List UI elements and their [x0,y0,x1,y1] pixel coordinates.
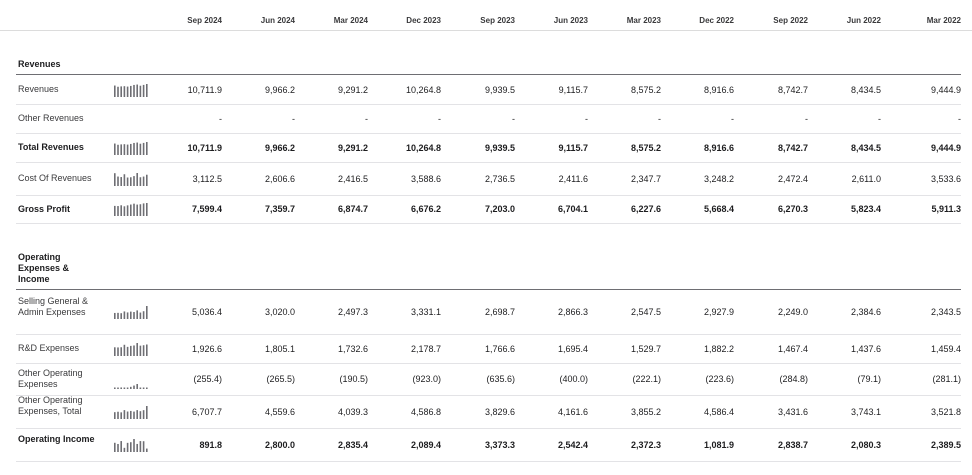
sparkline-bar [146,84,148,97]
sparkline-chart [114,83,150,97]
sparkline-bar [136,205,138,216]
value-cell: 5,036.4 [191,307,222,317]
column-header[interactable]: Sep 2024 [187,16,222,25]
value-cell: 2,089.4 [410,440,441,450]
value-cell: 3,020.0 [264,307,295,317]
value-cell: 9,966.2 [264,85,295,95]
sparkline-bar [127,388,129,390]
sparkline-chart [114,438,150,452]
value-cell: 8,916.6 [703,143,734,153]
row-label: Cost Of Revenues [18,173,92,183]
column-header[interactable]: Dec 2022 [699,16,734,25]
sparkline-bar [130,387,132,389]
value-cell: 3,855.2 [630,407,661,417]
sparkline-bar [120,313,122,319]
value-cell: 9,966.2 [264,143,295,153]
value-cell: 10,711.9 [187,85,222,95]
value-cell: 1,882.2 [703,344,734,354]
sparkline-bar [136,384,138,389]
sparkline-bar [124,174,126,186]
sparkline-bar [127,145,129,155]
value-cell: 3,521.8 [930,407,961,417]
sparkline-bar [146,175,148,186]
value-cell: 10,264.8 [405,143,441,153]
row-label: Other Operating Expenses, Total [18,395,83,416]
value-cell: 3,533.6 [930,174,961,184]
value-cell: 6,874.7 [337,204,368,214]
sparkline-bar [124,86,126,97]
row-label: Gross Profit [18,204,71,214]
value-cell: 8,742.7 [777,85,808,95]
value-cell: 5,668.4 [703,204,734,214]
sparkline-bar [143,203,145,216]
value-cell: 9,444.9 [930,85,961,95]
value-cell: 7,599.4 [191,204,222,214]
value-cell: 2,384.6 [850,307,881,317]
row-sparkline [114,376,150,382]
sparkline-bar [133,412,135,419]
value-cell: 1,805.1 [264,344,295,354]
sparkline-bar [117,177,119,186]
value-cell: 1,459.4 [930,344,961,354]
value-cell: 9,291.2 [337,85,368,95]
row-sparkline [114,172,150,186]
table-row [16,290,961,335]
sparkline-bar [130,312,132,319]
sparkline-bar [127,412,129,419]
value-cell: 6,707.7 [191,407,222,417]
value-cell: 1,695.4 [557,344,588,354]
sparkline-chart [114,172,150,186]
value-cell: (281.1) [932,374,961,384]
table-row [16,334,961,364]
value-cell: 4,161.6 [557,407,588,417]
sparkline-bar [136,343,138,356]
row-label: Revenues [18,84,59,94]
value-cell: - [512,114,515,124]
column-header[interactable]: Jun 2024 [260,16,295,25]
sparkline-bar [127,205,129,216]
sparkline-bar [120,412,122,419]
sparkline-bar [117,206,119,216]
sparkline-bar [143,388,145,390]
value-cell: 4,559.6 [264,407,295,417]
sparkline-bar [120,86,122,97]
sparkline-bar [117,313,119,319]
value-cell: 3,331.1 [410,307,441,317]
sparkline-bar [140,388,142,390]
sparkline-bar [124,144,126,155]
sparkline-bar [127,312,129,319]
value-cell: - [658,114,661,124]
value-cell: 8,434.5 [850,85,881,95]
sparkline-bar [130,346,132,356]
sparkline-bar [114,347,116,356]
column-header[interactable]: Mar 2024 [333,16,368,25]
value-cell: 1,926.6 [191,344,222,354]
sparkline-bar [140,86,142,97]
value-cell: 9,291.2 [337,143,368,153]
value-cell: 4,586.8 [410,407,441,417]
sparkline-bar [120,144,122,155]
sparkline-bar [114,412,116,419]
sparkline-bar [143,143,145,155]
sparkline-bar [143,441,145,452]
value-cell: 2,389.5 [930,440,961,450]
sparkline-bar [114,443,116,452]
value-cell: 5,823.4 [850,204,881,214]
row-sparkline [114,83,150,97]
sparkline-bar [130,144,132,155]
sparkline-bar [140,204,142,216]
table-row [16,195,961,224]
row-label: Other Revenues [18,113,84,123]
value-cell: 8,916.6 [703,85,734,95]
sparkline-bar [146,306,148,319]
value-cell: 2,606.6 [264,174,295,184]
sparkline-bar [130,205,132,216]
row-sparkline [114,141,150,155]
sparkline-bar [140,313,142,319]
value-cell: 8,434.5 [850,143,881,153]
value-cell: 4,586.4 [703,407,734,417]
value-cell: 1,467.4 [777,344,808,354]
column-header[interactable]: Mar 2023 [626,16,661,25]
sparkline-bar [127,347,129,356]
sparkline-bar [133,204,135,216]
value-cell: 2,866.3 [557,307,588,317]
sparkline-bar [146,142,148,155]
value-cell: (79.1) [857,374,881,384]
sparkline-bar [140,177,142,186]
sparkline-chart [114,383,150,389]
sparkline-bar [146,449,148,452]
value-cell: 2,800.0 [264,440,295,450]
value-cell: 1,081.9 [703,440,734,450]
sparkline-bar [143,345,145,356]
sparkline-bar [133,439,135,452]
value-cell: 8,742.7 [777,143,808,153]
table-row [16,75,961,105]
value-cell: 8,575.2 [630,85,661,95]
value-cell: (190.5) [339,374,368,384]
row-sparkline [114,202,150,216]
sparkline-bar [143,85,145,97]
sparkline-bar [136,173,138,186]
table-row [16,395,961,429]
value-cell: 2,736.5 [484,174,515,184]
sparkline-bar [124,311,126,319]
value-cell: 8,575.2 [630,143,661,153]
value-cell: 6,704.1 [557,204,588,214]
value-cell: 2,416.5 [337,174,368,184]
value-cell: 3,829.6 [484,407,515,417]
sparkline-bar [124,448,126,452]
value-cell: 6,676.2 [410,204,441,214]
sparkline-bar [124,345,126,356]
row-label: Total Revenues [18,142,84,152]
sparkline-bar [120,387,122,389]
sparkline-bar [146,406,148,419]
row-sparkline [114,305,150,319]
sparkline-bar [130,86,132,97]
value-cell: 2,472.4 [777,174,808,184]
value-cell: 1,732.6 [337,344,368,354]
value-cell: 2,838.7 [777,440,808,450]
table-row [16,133,961,163]
value-cell: 2,080.3 [850,440,881,450]
sparkline-bar [133,85,135,97]
value-cell: 9,939.5 [484,85,515,95]
value-cell: 5,911.3 [931,204,961,214]
sparkline-chart [114,305,150,319]
sparkline-bar [143,311,145,319]
sparkline-bar [120,441,122,452]
column-header[interactable]: Sep 2023 [480,16,515,25]
table-row [16,363,961,396]
sparkline-bar [117,388,119,390]
value-cell: 2,547.5 [630,307,661,317]
value-cell: - [878,114,881,124]
sparkline-bar [117,87,119,97]
value-cell: 2,178.7 [410,344,441,354]
sparkline-bar [133,143,135,155]
value-cell: (635.6) [486,374,515,384]
sparkline-chart [114,141,150,155]
row-label: Selling General & Admin Expenses [18,296,89,317]
value-cell: 10,711.9 [187,143,222,153]
sparkline-bar [133,312,135,319]
value-cell: - [438,114,441,124]
column-header[interactable]: Jun 2022 [846,16,881,25]
value-cell: 2,542.4 [557,440,588,450]
sparkline-bar [117,444,119,452]
value-cell: 7,359.7 [264,204,295,214]
value-cell: - [585,114,588,124]
sparkline-bar [140,411,142,419]
sparkline-bar [140,346,142,356]
sparkline-bar [124,206,126,216]
value-cell: - [365,114,368,124]
sparkline-bar [136,444,138,452]
value-cell: (222.1) [632,374,661,384]
value-cell: 1,529.7 [630,344,661,354]
sparkline-bar [117,412,119,419]
sparkline-bar [114,313,116,319]
sparkline-bar [114,144,116,155]
sparkline-bar [143,177,145,186]
sparkline-bar [117,145,119,155]
table-row [16,428,961,462]
sparkline-bar [136,143,138,155]
sparkline-bar [146,203,148,216]
section-title: Revenues [18,59,61,69]
value-cell: - [292,114,295,124]
value-cell: - [731,114,734,124]
value-cell: 891.8 [199,440,222,450]
sparkline-chart [114,405,150,419]
sparkline-bar [114,387,116,389]
row-label: R&D Expenses [18,343,80,353]
value-cell: 2,343.5 [930,307,961,317]
value-cell: (923.0) [412,374,441,384]
sparkline-bar [127,443,129,452]
sparkline-bar [114,86,116,97]
table-row [16,104,961,134]
sparkline-bar [140,441,142,452]
column-header[interactable]: Jun 2023 [553,16,588,25]
sparkline-bar [124,388,126,390]
value-cell: (400.0) [559,374,588,384]
value-cell: 1,437.6 [850,344,881,354]
value-cell: 3,112.5 [192,174,222,184]
sparkline-bar [136,310,138,319]
value-cell: 2,698.7 [484,307,515,317]
value-cell: 2,372.3 [630,440,661,450]
value-cell: - [958,114,961,124]
value-cell: 1,766.6 [484,344,515,354]
value-cell: - [219,114,222,124]
sparkline-bar [130,442,132,452]
sparkline-bar [130,411,132,419]
sparkline-bar [114,206,116,216]
value-cell: 2,347.7 [630,174,661,184]
sparkline-bar [120,347,122,356]
sparkline-bar [133,386,135,389]
value-cell: (223.6) [705,374,734,384]
value-cell: 2,611.0 [851,174,881,184]
value-cell: (255.4) [193,374,222,384]
value-cell: 2,497.3 [337,307,368,317]
sparkline-bar [136,410,138,419]
sparkline-bar [127,87,129,97]
value-cell: (265.5) [266,374,295,384]
value-cell: 3,743.1 [850,407,881,417]
value-cell: 4,039.3 [337,407,368,417]
value-cell: 3,248.2 [703,174,734,184]
row-sparkline [114,342,150,356]
row-label: Other Operating Expenses [18,368,83,389]
sparkline-bar [146,388,148,390]
sparkline-bar [114,173,116,186]
sparkline-bar [146,345,148,356]
sparkline-chart [114,202,150,216]
value-cell: 2,927.9 [703,307,734,317]
table-row [16,162,961,196]
sparkline-bar [130,177,132,186]
sparkline-bar [124,410,126,419]
sparkline-bar [143,410,145,419]
sparkline-chart [114,342,150,356]
value-cell: 6,270.3 [777,204,808,214]
row-label: Operating Income [18,434,95,444]
value-cell: (284.8) [779,374,808,384]
section-title: Operating Expenses & Income [18,252,70,284]
sparkline-bar [133,345,135,356]
value-cell: 6,227.6 [630,204,661,214]
column-header-row [0,0,972,31]
value-cell: 3,588.6 [410,174,441,184]
row-sparkline [114,405,150,419]
value-cell: 2,835.4 [337,440,368,450]
value-cell: - [805,114,808,124]
value-cell: 3,431.6 [777,407,808,417]
value-cell: 2,249.0 [777,307,808,317]
value-cell: 9,115.7 [558,85,588,95]
value-cell: 2,411.6 [558,174,588,184]
sparkline-bar [136,85,138,97]
value-cell: 7,203.0 [484,204,515,214]
value-cell: 9,444.9 [930,143,961,153]
value-cell: 10,264.8 [405,85,441,95]
column-header[interactable]: Dec 2023 [406,16,441,25]
sparkline-bar [117,347,119,356]
sparkline-bar [140,144,142,155]
column-header[interactable]: Sep 2022 [773,16,808,25]
sparkline-bar [133,176,135,186]
sparkline-bar [120,177,122,186]
row-sparkline [114,438,150,452]
value-cell: 9,939.5 [484,143,515,153]
sparkline-bar [127,177,129,186]
value-cell: 3,373.3 [484,440,515,450]
value-cell: 9,115.7 [558,143,588,153]
sparkline-bar [120,205,122,216]
column-header[interactable]: Mar 2022 [926,16,961,25]
